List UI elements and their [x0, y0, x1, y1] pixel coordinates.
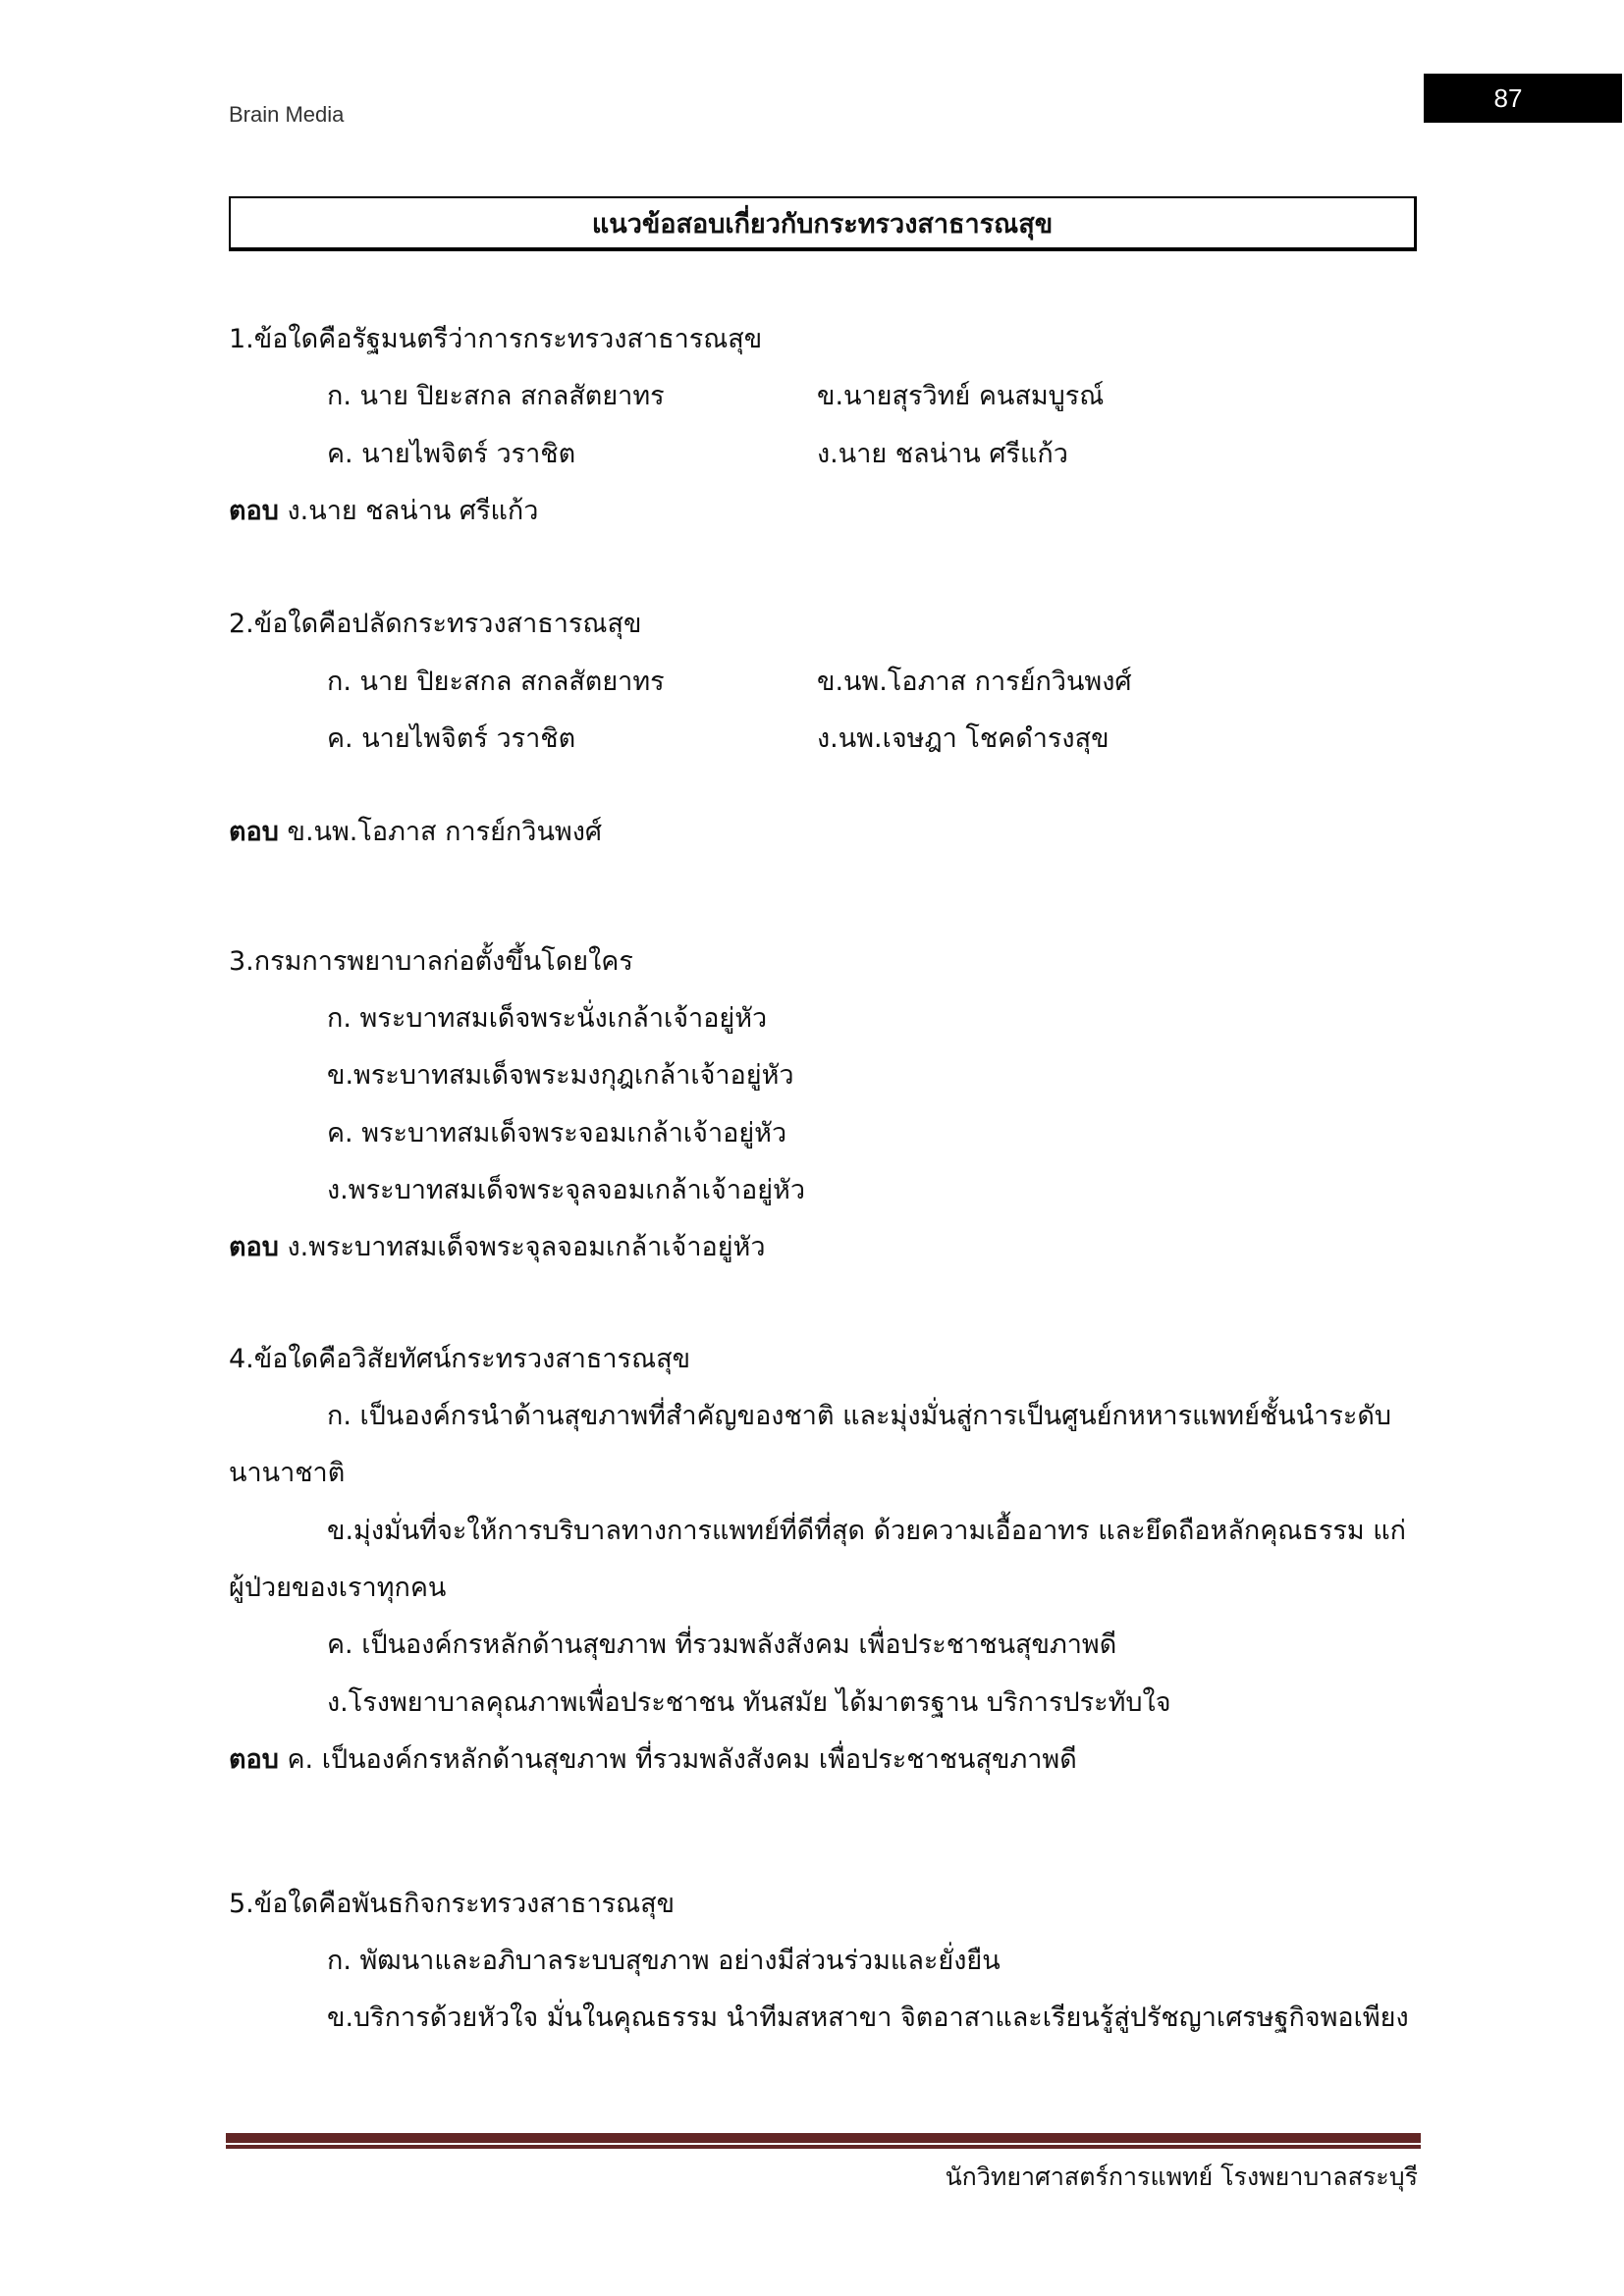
q1-option-c: ค. นายไพจิตร์ วราชิต: [327, 439, 576, 469]
q3-option-a: ก. พระบาทสมเด็จพระนั่งเกล้าเจ้าอยู่หัว: [327, 1003, 768, 1034]
q5-option-a: ก. พัฒนาและอภิบาลระบบสุขภาพ อย่างมีส่วนร่วมและยั่งยืน: [327, 1946, 1001, 1976]
question-1: 1.ข้อใดคือรัฐมนตรีว่าการกระทรวงสาธารณสุข: [229, 324, 763, 354]
q2-option-d: ง.นพ.เจษฎา โชคดำรงสุข: [817, 723, 1110, 754]
answer-label: ตอบ: [229, 1744, 279, 1775]
page-number-badge: [1424, 74, 1622, 123]
q4-option-a: ก. เป็นองค์กรนำด้านสุขภาพที่สำคัญของชาติ และมุ่งมั่นสู่การเป็นศูนย์กหหารแพทย์ชั้นนำระดับ: [327, 1401, 1391, 1431]
q4-answer: [229, 1742, 1077, 1778]
answer-text: ข.นพ.โอภาส การย์กวินพงศ์: [287, 817, 603, 847]
header-brand: Brain Media: [229, 102, 345, 127]
answer-text: ง.นาย ชลน่าน ศรีแก้ว: [287, 496, 539, 526]
q3-answer: [229, 1230, 766, 1265]
footer-rule-thick: [226, 2133, 1421, 2143]
q1-option-a: ก. นาย ปิยะสกล สกลสัตยาทร: [327, 381, 665, 411]
question-2: 2.ข้อใดคือปลัดกระทรวงสาธารณสุข: [229, 609, 642, 639]
q2-option-b: ข.นพ.โอภาส การย์กวินพงศ์: [817, 667, 1132, 697]
answer-label: ตอบ: [229, 1232, 279, 1262]
q1-answer: [229, 494, 538, 529]
question-3: 3.กรมการพยาบาลก่อตั้งขึ้นโดยใคร: [229, 946, 633, 977]
q4-option-b: ข.มุ่งมั่นที่จะให้การบริบาลทางการแพทย์ที่ดีที่สุด ด้วยความเอื้ออาทร และยึดถือหลักคุณธรรม แก่: [327, 1516, 1406, 1546]
page-title-box: [229, 196, 1417, 251]
footer-rule-thin: [226, 2145, 1421, 2149]
q3-option-b: ข.พระบาทสมเด็จพระมงกุฎเกล้าเจ้าอยู่หัว: [327, 1060, 794, 1091]
answer-text: ค. เป็นองค์กรหลักด้านสุขภาพ ที่รวมพลังสังคม เพื่อประชาชนสุขภาพดี: [287, 1744, 1077, 1775]
page-number: 87: [1493, 82, 1523, 113]
footer-text: นักวิทยาศาสตร์การแพทย์ โรงพยาบาลสระบุรี: [945, 2163, 1418, 2191]
q2-option-c: ค. นายไพจิตร์ วราชิต: [327, 723, 576, 754]
q2-answer: [229, 815, 602, 850]
q5-option-b: ข.บริการด้วยหัวใจ มั่นในคุณธรรม นำทีมสหสาขา จิตอาสาและเรียนรู้สู่ปรัชญาเศรษฐกิจพอเพียง: [327, 2002, 1409, 2033]
answer-text: ง.พระบาทสมเด็จพระจุลจอมเกล้าเจ้าอยู่หัว: [287, 1232, 766, 1262]
q4-option-b-cont: ผู้ป่วยของเราทุกคน: [229, 1573, 447, 1603]
question-5: 5.ข้อใดคือพันธกิจกระทรวงสาธารณสุข: [229, 1889, 676, 1919]
q2-option-a: ก. นาย ปิยะสกล สกลสัตยาทร: [327, 667, 665, 697]
answer-label: ตอบ: [229, 817, 279, 847]
answer-label: ตอบ: [229, 496, 279, 526]
q1-option-d: ง.นาย ชลน่าน ศรีแก้ว: [817, 439, 1068, 469]
question-4: 4.ข้อใดคือวิสัยทัศน์กระทรวงสาธารณสุข: [229, 1344, 691, 1374]
q4-option-c: ค. เป็นองค์กรหลักด้านสุขภาพ ที่รวมพลังสังคม เพื่อประชาชนสุขภาพดี: [327, 1629, 1117, 1660]
page-title: แนวข้อสอบเกี่ยวกับกระทรวงสาธารณสุข: [591, 208, 1054, 240]
q3-option-d: ง.พระบาทสมเด็จพระจุลจอมเกล้าเจ้าอยู่หัว: [327, 1175, 806, 1205]
q4-option-a-cont: นานาชาติ: [229, 1458, 346, 1488]
q3-option-c: ค. พระบาทสมเด็จพระจอมเกล้าเจ้าอยู่หัว: [327, 1118, 787, 1148]
q4-option-d: ง.โรงพยาบาลคุณภาพเพื่อประชาชน ทันสมัย ได้มาตรฐาน บริการประทับใจ: [327, 1687, 1171, 1718]
q1-option-b: ข.นายสุรวิทย์ คนสมบูรณ์: [817, 381, 1105, 411]
